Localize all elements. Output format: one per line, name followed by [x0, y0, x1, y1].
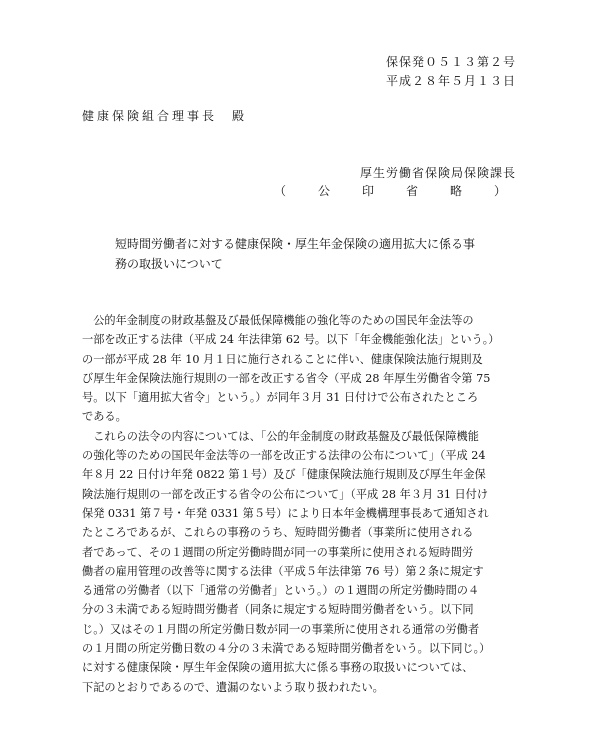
body-line: これらの法令の内容については、「公的年金制度の財政基盤及び最低保障機能	[82, 429, 479, 443]
addressee: 健康保険組合理事長 殿	[82, 109, 248, 123]
body-line: の強化等のための国民年金法等の一部を改正する法律の公布について」（平成 24	[82, 449, 486, 463]
body-text	[82, 311, 522, 697]
document-number: 保保発０５１３第２号	[385, 55, 516, 69]
subject-line: 短時間労働者に対する健康保険・厚生年金保険の適用拡大に係る事	[115, 237, 476, 251]
body-line: 者であって、その１週間の所定労働時間が同一の事業所に使用される短時間労	[82, 545, 474, 559]
sender-title: 厚生労働省保険局保険課長	[359, 166, 516, 180]
body-line: の一部が平成 28 年 10 月１日に施行されることに伴い、健康保険法施行規則及	[82, 352, 483, 366]
body-line: 下記のとおりであるので、遺漏のないよう取り扱われたい。	[82, 680, 384, 694]
body-line: の１月間の所定労働日数の４分の３未満である短時間労働者をいう。以下同じ。）	[82, 642, 491, 656]
body-line: る通常の労働者（以下「通常の労働者」という。）の１週間の所定労働時間の４	[82, 584, 480, 598]
body-line: び厚生年金保険法施行規則の一部を改正する省令（平成 28 年厚生労働省令第 75	[82, 371, 491, 385]
seal-omitted-note: （ 公 印 省 略 ）	[273, 184, 516, 198]
body-line: 一部を改正する法律（平成 24 年法律第 62 号。以下「年金機能強化法」という。）	[82, 333, 500, 347]
body-line: じ。）又はその１月間の所定労働日数が同一の事業所に使用される通常の労働者	[82, 622, 480, 636]
subject	[115, 234, 525, 274]
subject-line: 務の取扱いについて	[115, 257, 223, 271]
body-line: 分の３未満である短時間労働者（同条に規定する短時間労働者をいう。以下同	[82, 603, 474, 617]
body-line: に対する健康保険・厚生年金保険の適用拡大に係る事務の取扱いについては、	[82, 661, 474, 675]
body-line: 年８月 22 日付け年発 0822 第１号）及び「健康保険法施行規則及び厚生年金保	[82, 468, 486, 482]
body-line: 働者の雇用管理の改善等に関する法律（平成５年法律第 76 号）第２条に規定す	[82, 564, 484, 578]
body-line: 険法施行規則の一部を改正する省令の公布について」（平成 28 年３月 31 日付け	[82, 487, 489, 501]
body-line: たところであるが、これらの事務のうち、短時間労働者（事業所に使用される	[82, 526, 474, 540]
body-line: 公的年金制度の財政基盤及び最低保障機能の強化等のための国民年金法等の	[82, 314, 474, 327]
body-line: である。	[82, 410, 127, 424]
document-date: 平成２８年５月１３日	[385, 74, 516, 88]
body-line: 保発 0331 第７号・年発 0331 第５号）により日本年金機構理事長あて通知され	[82, 506, 489, 520]
body-line: 号。以下「適用拡大省令」という。）が同年３月 31 日付けで公布されたところ	[82, 391, 479, 405]
